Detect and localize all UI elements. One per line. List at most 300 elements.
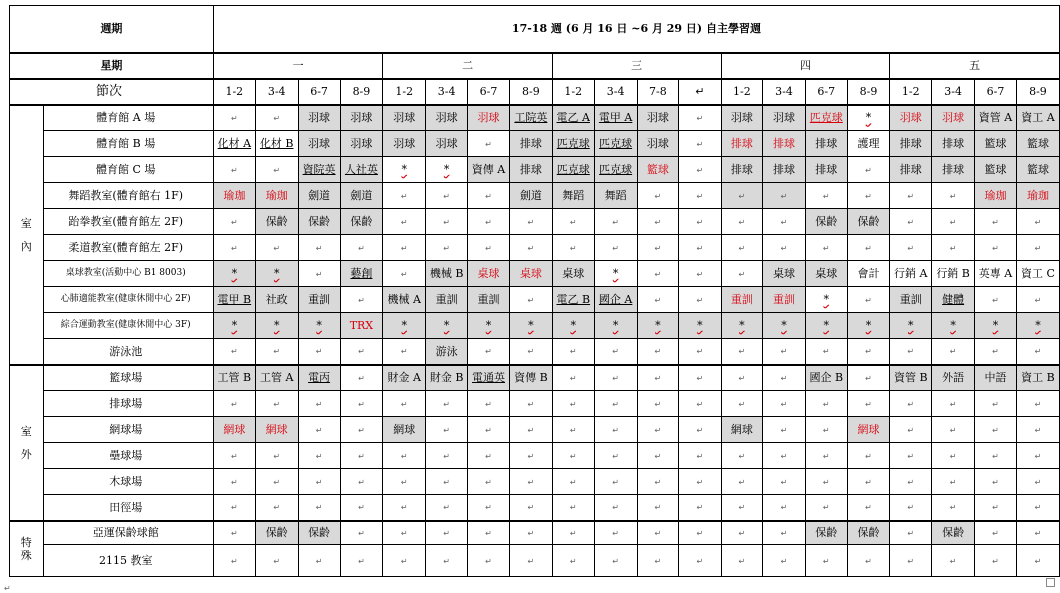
paragraph-mark: ↵ xyxy=(612,425,619,435)
paragraph-mark: ↵ xyxy=(654,217,662,227)
venue-label: 舞蹈教室(體育館右 1F) xyxy=(43,183,213,209)
paragraph-mark: ↵ xyxy=(780,373,788,383)
schedule-cell xyxy=(594,183,637,209)
paragraph-mark: ↵ xyxy=(738,556,746,566)
schedule-cell xyxy=(763,235,806,261)
schedule-cell xyxy=(213,209,255,235)
paragraph-mark: ↵ xyxy=(992,528,999,538)
venue-row xyxy=(10,183,1060,209)
schedule-cell xyxy=(594,495,637,521)
paragraph-mark: ↵ xyxy=(907,191,915,201)
schedule-cell xyxy=(805,545,847,577)
paragraph-mark: ↵ xyxy=(865,373,872,383)
cell-text: * xyxy=(231,267,238,280)
schedule-cell xyxy=(509,391,552,417)
schedule-cell xyxy=(763,339,806,365)
schedule-cell xyxy=(679,131,721,157)
paragraph-mark: ↵ xyxy=(738,191,746,201)
paragraph-mark: ↵ xyxy=(358,295,365,305)
cell-text: 護理 xyxy=(857,137,880,150)
schedule-cell xyxy=(340,287,383,313)
paragraph-mark: ↵ xyxy=(230,347,238,357)
schedule-cell xyxy=(213,391,255,417)
cell-text: 籃球 xyxy=(646,163,669,176)
cell-text: 劍道 xyxy=(350,189,373,202)
schedule-cell xyxy=(298,287,340,313)
schedule-cell xyxy=(847,469,890,495)
schedule-cell xyxy=(509,209,552,235)
schedule-cell xyxy=(932,105,975,131)
schedule-cell xyxy=(637,521,679,545)
schedule-cell xyxy=(255,495,298,521)
schedule-cell xyxy=(468,183,510,209)
cell-text: 工管 A xyxy=(259,371,294,385)
paragraph-mark: ↵ xyxy=(358,556,365,566)
schedule-cell xyxy=(890,105,932,131)
schedule-cell xyxy=(509,495,552,521)
schedule-cell xyxy=(679,235,721,261)
schedule-cell xyxy=(213,157,255,183)
period-header: 6-7 xyxy=(298,79,340,105)
cell-text: 桌球 xyxy=(477,267,500,280)
schedule-cell xyxy=(1016,209,1059,235)
paragraph-mark: ↵ xyxy=(612,477,619,487)
schedule-cell xyxy=(298,391,340,417)
paragraph-mark: ↵ xyxy=(865,295,872,305)
paragraph-mark: ↵ xyxy=(822,425,830,435)
schedule-cell xyxy=(932,417,975,443)
paragraph-mark: ↵ xyxy=(485,399,492,409)
cell-text: 國企 B xyxy=(809,371,844,385)
paragraph-mark: ↵ xyxy=(1034,399,1042,409)
paragraph-mark: ↵ xyxy=(315,269,323,279)
schedule-cell xyxy=(1016,469,1059,495)
paragraph-mark: ↵ xyxy=(358,373,365,383)
schedule-cell xyxy=(594,339,637,365)
schedule-cell xyxy=(468,313,510,339)
paragraph-mark: ↵ xyxy=(569,399,577,409)
schedule-cell xyxy=(213,183,255,209)
schedule-cell xyxy=(213,521,255,545)
venue-row xyxy=(10,495,1060,521)
period-header: 7-8 xyxy=(637,79,679,105)
schedule-cell xyxy=(552,183,594,209)
schedule-cell xyxy=(383,391,426,417)
paragraph-mark: ↵ xyxy=(949,451,957,461)
paragraph-mark: ↵ xyxy=(612,347,619,357)
cell-text: 桌球 xyxy=(815,267,838,280)
cell-text: 排球 xyxy=(815,163,838,176)
paragraph-mark: ↵ xyxy=(527,425,535,435)
paragraph-mark: ↵ xyxy=(569,451,577,461)
schedule-cell xyxy=(383,365,426,391)
schedule-cell xyxy=(763,183,806,209)
cell-text: * xyxy=(401,319,408,332)
cell-text: * xyxy=(443,319,450,332)
schedule-cell xyxy=(637,495,679,521)
paragraph-mark: ↵ xyxy=(569,243,577,253)
paragraph-mark: ↵ xyxy=(907,399,915,409)
schedule-cell xyxy=(721,545,763,577)
paragraph-mark: ↵ xyxy=(443,528,450,538)
cell-text: 人社英 xyxy=(344,163,378,176)
schedule-cell xyxy=(1016,391,1059,417)
paragraph-mark: ↵ xyxy=(400,269,408,279)
paragraph-mark: ↵ xyxy=(1034,528,1042,538)
cell-text: 英專 A xyxy=(978,267,1013,280)
schedule-cell xyxy=(509,339,552,365)
schedule-cell xyxy=(847,313,890,339)
cell-text: 機械 B xyxy=(429,267,464,280)
schedule-cell xyxy=(679,391,721,417)
cell-text: 劍道 xyxy=(308,189,331,202)
paragraph-mark: ↵ xyxy=(949,217,957,227)
schedule-cell xyxy=(426,313,468,339)
paragraph-mark: ↵ xyxy=(485,556,492,566)
venue-row xyxy=(10,391,1060,417)
schedule-cell xyxy=(468,545,510,577)
paragraph-mark: ↵ xyxy=(4,584,11,593)
venue-row xyxy=(10,105,1060,131)
cell-text: 網球 xyxy=(730,423,753,436)
schedule-cell xyxy=(847,157,890,183)
schedule-cell xyxy=(721,469,763,495)
category-char: 特 xyxy=(20,535,32,549)
schedule-cell xyxy=(890,261,932,287)
cell-text: 資管 B xyxy=(893,371,928,385)
schedule-cell xyxy=(383,131,426,157)
schedule-cell xyxy=(468,209,510,235)
cell-text: 排球 xyxy=(899,163,922,176)
schedule-cell xyxy=(1016,157,1059,183)
paragraph-mark: ↵ xyxy=(230,528,238,538)
schedule-cell xyxy=(637,235,679,261)
schedule-cell xyxy=(340,365,383,391)
paragraph-mark: ↵ xyxy=(315,243,323,253)
paragraph-mark: ↵ xyxy=(738,269,746,279)
paragraph-mark: ↵ xyxy=(569,556,577,566)
cell-text: 保齡 xyxy=(265,215,288,228)
schedule-cell xyxy=(594,417,637,443)
schedule-cell xyxy=(552,495,594,521)
venue-label: 籃球場 xyxy=(43,365,213,391)
paragraph-mark: ↵ xyxy=(612,556,619,566)
paragraph-mark: ↵ xyxy=(696,295,704,305)
schedule-cell xyxy=(975,545,1017,577)
schedule-cell xyxy=(1016,313,1059,339)
schedule-cell xyxy=(426,157,468,183)
paragraph-mark: ↵ xyxy=(865,503,872,513)
period-header: 1-2 xyxy=(213,79,255,105)
schedule-cell xyxy=(426,443,468,469)
schedule-cell xyxy=(213,545,255,577)
paragraph-mark: ↵ xyxy=(315,399,323,409)
paragraph-mark: ↵ xyxy=(230,113,238,123)
schedule-cell xyxy=(721,131,763,157)
schedule-cell xyxy=(468,469,510,495)
schedule-cell xyxy=(594,105,637,131)
schedule-cell xyxy=(468,417,510,443)
schedule-cell xyxy=(847,339,890,365)
schedule-table xyxy=(9,5,1060,577)
cell-text: 羽球 xyxy=(773,111,795,125)
paragraph-mark: ↵ xyxy=(654,477,662,487)
paragraph-mark: ↵ xyxy=(400,528,408,538)
schedule-cell xyxy=(383,313,426,339)
schedule-cell xyxy=(637,261,679,287)
cell-text: 瑜珈 xyxy=(984,189,1007,202)
venue-row xyxy=(10,339,1060,365)
paragraph-mark: ↵ xyxy=(654,503,662,513)
schedule-cell xyxy=(763,157,806,183)
schedule-cell xyxy=(298,417,340,443)
schedule-cell xyxy=(1016,287,1059,313)
paragraph-mark: ↵ xyxy=(696,425,704,435)
paragraph-mark: ↵ xyxy=(230,243,238,253)
cell-text: 羽球 xyxy=(942,111,965,125)
paragraph-mark: ↵ xyxy=(527,347,535,357)
week-label: 週期 xyxy=(10,6,214,53)
paragraph-mark: ↵ xyxy=(612,217,619,227)
paragraph-mark: ↵ xyxy=(230,556,238,566)
paragraph-mark: ↵ xyxy=(780,528,788,538)
paragraph-mark: ↵ xyxy=(992,399,999,409)
cell-text: * xyxy=(823,319,829,332)
schedule-cell xyxy=(552,131,594,157)
paragraph-mark: ↵ xyxy=(696,347,704,357)
paragraph-mark: ↵ xyxy=(654,373,662,383)
schedule-cell xyxy=(509,469,552,495)
cell-text: 中語 xyxy=(984,371,1007,385)
page-title: 17-18 週 (6 月 16 日 ~6 月 29 日) 自主學習週 xyxy=(213,6,1059,53)
schedule-cell xyxy=(298,469,340,495)
schedule-cell xyxy=(509,183,552,209)
schedule-cell xyxy=(932,261,975,287)
schedule-cell xyxy=(552,209,594,235)
schedule-cell xyxy=(805,417,847,443)
schedule-cell xyxy=(932,313,975,339)
paragraph-mark: ↵ xyxy=(612,373,619,383)
cell-text: * xyxy=(612,267,619,280)
schedule-cell xyxy=(468,443,510,469)
paragraph-mark: ↵ xyxy=(780,425,788,435)
schedule-cell xyxy=(552,235,594,261)
cell-text: 社政 xyxy=(265,293,288,306)
cell-text: * xyxy=(273,267,280,280)
cell-text: * xyxy=(231,319,238,332)
schedule-cell xyxy=(340,339,383,365)
schedule-cell xyxy=(805,209,847,235)
paragraph-mark: ↵ xyxy=(358,528,365,538)
period-label: 節次 xyxy=(10,79,214,105)
paragraph-mark: ↵ xyxy=(612,528,619,538)
paragraph-mark: ↵ xyxy=(992,243,999,253)
venue-row xyxy=(10,157,1060,183)
cell-text: 藝創 xyxy=(350,267,373,280)
schedule-cell xyxy=(213,105,255,131)
cell-text: 羽球 xyxy=(350,137,373,150)
schedule-cell xyxy=(763,443,806,469)
paragraph-mark: ↵ xyxy=(1034,503,1042,513)
cell-text: * xyxy=(992,319,999,332)
period-header: 6-7 xyxy=(468,79,510,105)
paragraph-mark: ↵ xyxy=(443,191,450,201)
cell-text: * xyxy=(950,319,956,332)
paragraph-mark: ↵ xyxy=(696,556,704,566)
paragraph-mark: ↵ xyxy=(696,451,704,461)
cell-text: 電甲 A xyxy=(598,111,633,125)
paragraph-mark: ↵ xyxy=(273,347,281,357)
cell-text: 電丙 xyxy=(308,371,331,385)
paragraph-mark: ↵ xyxy=(443,503,450,513)
paragraph-mark: ↵ xyxy=(485,528,492,538)
schedule-cell xyxy=(426,261,468,287)
schedule-cell xyxy=(468,391,510,417)
paragraph-mark: ↵ xyxy=(527,528,535,538)
paragraph-mark: ↵ xyxy=(400,556,408,566)
paragraph-mark: ↵ xyxy=(865,243,872,253)
schedule-cell xyxy=(213,287,255,313)
schedule-cell xyxy=(383,469,426,495)
schedule-cell xyxy=(340,183,383,209)
cell-text: 排球 xyxy=(519,137,542,150)
cell-text: 排球 xyxy=(815,137,838,150)
paragraph-mark: ↵ xyxy=(1034,477,1042,487)
paragraph-mark: ↵ xyxy=(569,425,577,435)
cell-text: 羽球 xyxy=(730,111,753,125)
schedule-cell xyxy=(975,131,1017,157)
schedule-cell xyxy=(932,469,975,495)
schedule-cell xyxy=(594,235,637,261)
cell-text: 資管 A xyxy=(978,111,1013,125)
schedule-cell xyxy=(805,131,847,157)
schedule-cell xyxy=(932,545,975,577)
paragraph-mark: ↵ xyxy=(358,477,365,487)
paragraph-mark: ↵ xyxy=(400,191,408,201)
cell-text: * xyxy=(570,319,576,332)
cell-text: * xyxy=(865,319,872,332)
schedule-cell xyxy=(890,391,932,417)
schedule-cell xyxy=(426,495,468,521)
schedule-cell xyxy=(468,495,510,521)
cell-text: 桌球 xyxy=(519,267,542,280)
venue-label: 柔道教室(體育館左 2F) xyxy=(43,235,213,261)
cell-text: 財金 B xyxy=(429,371,464,385)
paragraph-mark: ↵ xyxy=(527,217,535,227)
venue-row xyxy=(10,443,1060,469)
schedule-cell xyxy=(426,339,468,365)
paragraph-mark: ↵ xyxy=(569,347,577,357)
cell-text: 羽球 xyxy=(393,137,416,150)
paragraph-mark: ↵ xyxy=(865,347,872,357)
cell-text: * xyxy=(1035,319,1041,332)
schedule-cell xyxy=(847,417,890,443)
schedule-cell xyxy=(805,235,847,261)
cell-text: * xyxy=(781,319,787,332)
schedule-cell xyxy=(763,313,806,339)
paragraph-mark: ↵ xyxy=(527,556,535,566)
schedule-cell xyxy=(255,365,298,391)
cell-text: 排球 xyxy=(730,137,753,150)
schedule-cell xyxy=(721,157,763,183)
cell-text: 籃球 xyxy=(984,163,1007,176)
paragraph-mark: ↵ xyxy=(738,373,746,383)
schedule-cell xyxy=(255,391,298,417)
cell-text: 保齡 xyxy=(815,526,838,540)
paragraph-mark: ↵ xyxy=(1034,243,1042,253)
paragraph-mark: ↵ xyxy=(612,243,619,253)
paragraph-mark: ↵ xyxy=(780,243,788,253)
schedule-cell xyxy=(594,391,637,417)
paragraph-mark: ↵ xyxy=(612,451,619,461)
schedule-cell xyxy=(255,287,298,313)
schedule-cell xyxy=(679,417,721,443)
paragraph-mark: ↵ xyxy=(230,451,238,461)
cell-text: 網球 xyxy=(265,423,288,436)
schedule-cell xyxy=(637,131,679,157)
paragraph-mark: ↵ xyxy=(1034,217,1042,227)
paragraph-mark: ↵ xyxy=(822,191,830,201)
cell-text: 重訓 xyxy=(477,293,500,306)
schedule-cell xyxy=(975,521,1017,545)
schedule-cell xyxy=(721,183,763,209)
period-header: 8-9 xyxy=(847,79,890,105)
schedule-cell xyxy=(340,545,383,577)
period-header: 1-2 xyxy=(721,79,763,105)
paragraph-mark: ↵ xyxy=(907,451,915,461)
cell-text: TRX xyxy=(349,319,374,332)
schedule-cell xyxy=(975,235,1017,261)
schedule-cell xyxy=(721,391,763,417)
schedule-cell xyxy=(679,365,721,391)
category-indoor xyxy=(10,105,44,365)
paragraph-mark: ↵ xyxy=(780,191,788,201)
schedule-cell xyxy=(383,209,426,235)
paragraph-mark: ↵ xyxy=(527,295,535,305)
schedule-cell xyxy=(594,131,637,157)
paragraph-mark: ↵ xyxy=(738,347,746,357)
schedule-cell xyxy=(594,469,637,495)
paragraph-mark: ↵ xyxy=(822,399,830,409)
paragraph-mark: ↵ xyxy=(569,217,577,227)
paragraph-mark: ↵ xyxy=(780,451,788,461)
schedule-cell xyxy=(975,287,1017,313)
schedule-cell xyxy=(594,157,637,183)
cell-text: 籃球 xyxy=(1026,163,1049,176)
paragraph-mark: ↵ xyxy=(569,477,577,487)
cell-text: 網球 xyxy=(857,423,880,436)
period-header: 8-9 xyxy=(1016,79,1059,105)
schedule-cell xyxy=(552,545,594,577)
schedule-cell xyxy=(975,365,1017,391)
schedule-cell xyxy=(1016,521,1059,545)
paragraph-mark: ↵ xyxy=(780,503,788,513)
cell-text: 瑜珈 xyxy=(223,189,246,202)
schedule-cell xyxy=(509,287,552,313)
schedule-cell xyxy=(721,521,763,545)
schedule-cell xyxy=(255,131,298,157)
paragraph-mark: ↵ xyxy=(865,191,872,201)
venue-label: 體育館 B 場 xyxy=(43,131,213,157)
category-outdoor xyxy=(10,365,44,521)
schedule-cell xyxy=(721,417,763,443)
schedule-cell xyxy=(552,365,594,391)
venue-row xyxy=(10,209,1060,235)
paragraph-mark: ↵ xyxy=(696,503,704,513)
schedule-cell xyxy=(975,313,1017,339)
cell-text: 會計 xyxy=(857,267,880,280)
schedule-cell xyxy=(975,469,1017,495)
